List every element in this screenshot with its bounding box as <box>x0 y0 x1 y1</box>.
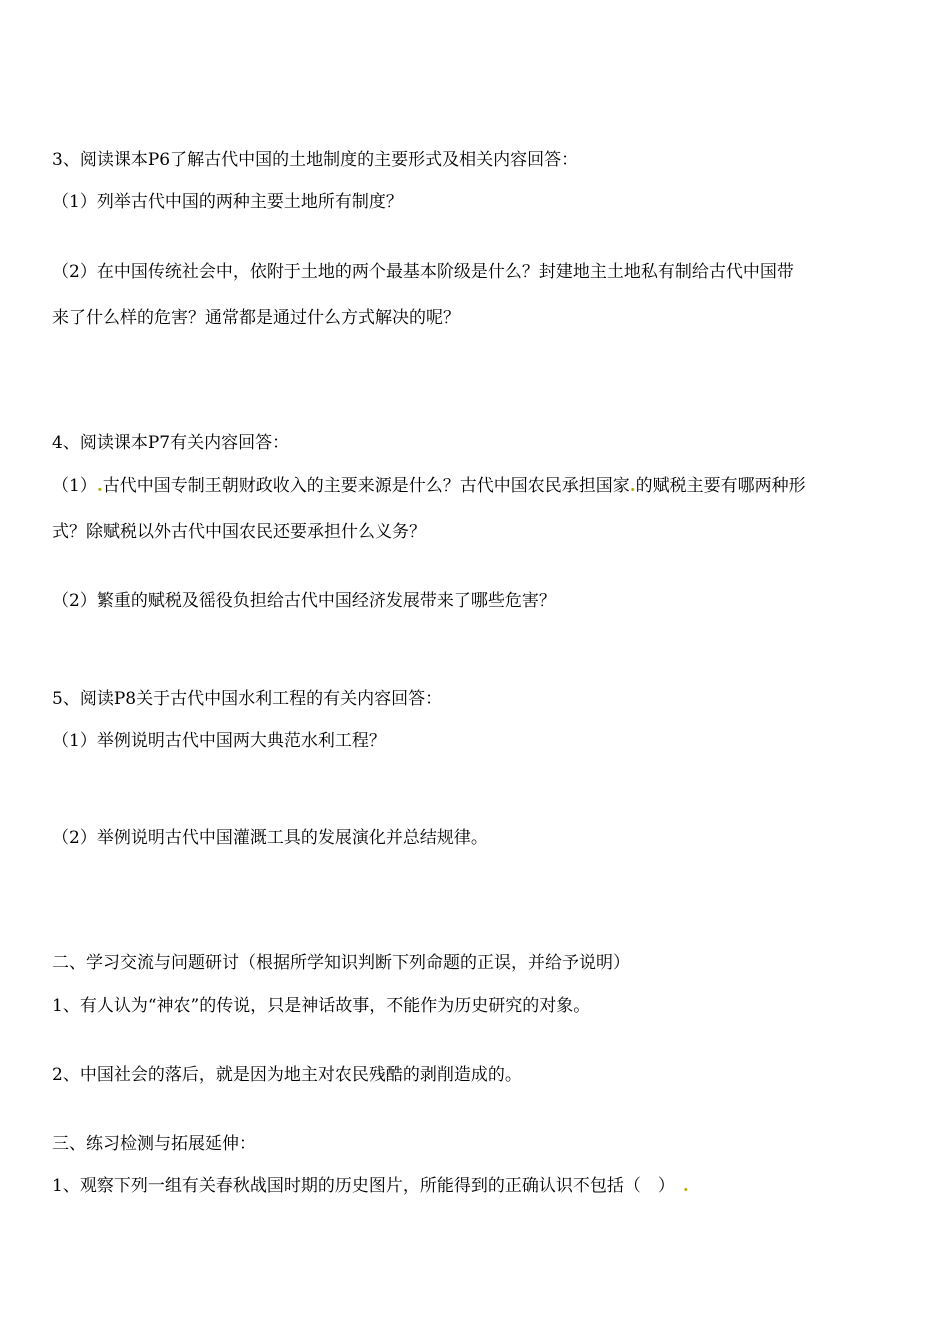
section-5-heading-text: 5、阅读P8关于古代中国水利工程的有关内容回答： <box>52 689 443 709</box>
section-3-heading-text: 3、阅读课本P6了解古代中国的土地制度的主要形式及相关内容回答： <box>52 150 579 170</box>
question-3-1 <box>52 190 910 214</box>
question-4-1-text-b: 的赋税主要有哪两种形 <box>635 476 806 496</box>
question-3-2-line-2 <box>52 306 910 330</box>
highlight-mark: . <box>629 476 636 496</box>
part-2-item-2 <box>52 1063 910 1087</box>
question-4-1-number: （1） <box>52 476 97 496</box>
question-5-1 <box>52 729 910 753</box>
question-3-2-line-1 <box>52 260 910 284</box>
question-4-1-text-c: 式？除赋税以外古代中国农民还要承担什么义务？ <box>52 522 426 542</box>
part-2-item-2-text: 2、中国社会的落后，就是因为地主对农民残酷的剥削造成的。 <box>52 1065 522 1085</box>
part-3-heading <box>52 1132 910 1156</box>
highlight-mark: . <box>682 1176 689 1196</box>
question-5-2 <box>52 826 910 850</box>
question-3-2-text-1: （2）在中国传统社会中，依附于土地的两个最基本阶级是什么？封建地主土地私有制给古代中国带 <box>52 262 794 282</box>
question-5-2-text: （2）举例说明古代中国灌溉工具的发展演化并总结规律。 <box>52 828 488 848</box>
question-5-1-text: （1）举例说明古代中国两大典范水利工程？ <box>52 731 386 751</box>
part-3-heading-text: 三、练习检测与拓展延伸： <box>52 1134 256 1154</box>
question-4-2-text: （2）繁重的赋税及徭役负担给古代中国经济发展带来了哪些危害？ <box>52 591 556 611</box>
question-4-2 <box>52 589 910 613</box>
part-2-item-1 <box>52 994 910 1018</box>
question-4-1-line-1 <box>52 474 910 498</box>
section-3-heading <box>52 148 910 172</box>
highlight-mark: . <box>96 476 103 496</box>
section-4-heading <box>52 431 910 455</box>
question-4-1-line-2 <box>52 520 910 544</box>
part-2-item-1-text: 1、有人认为“神农”的传说，只是神话故事，不能作为历史研究的对象。 <box>52 996 591 1016</box>
part-3-item-1-text: 1、观察下列一组有关春秋战国时期的历史图片，所能得到的正确认识不包括（ ） <box>52 1176 675 1196</box>
part-2-heading <box>52 951 910 975</box>
question-3-1-text: （1）列举古代中国的两种主要土地所有制度？ <box>52 192 403 212</box>
question-4-1-text-a: 古代中国专制王朝财政收入的主要来源是什么？古代中国农民承担国家 <box>102 476 630 496</box>
part-3-item-1 <box>52 1174 910 1198</box>
part-2-heading-text: 二、学习交流与问题研讨（根据所学知识判断下列命题的正误，并给予说明） <box>52 953 630 973</box>
section-4-heading-text: 4、阅读课本P7有关内容回答： <box>52 433 290 453</box>
section-5-heading <box>52 687 910 711</box>
question-3-2-text-2: 来了什么样的危害？通常都是通过什么方式解决的呢？ <box>52 308 460 328</box>
